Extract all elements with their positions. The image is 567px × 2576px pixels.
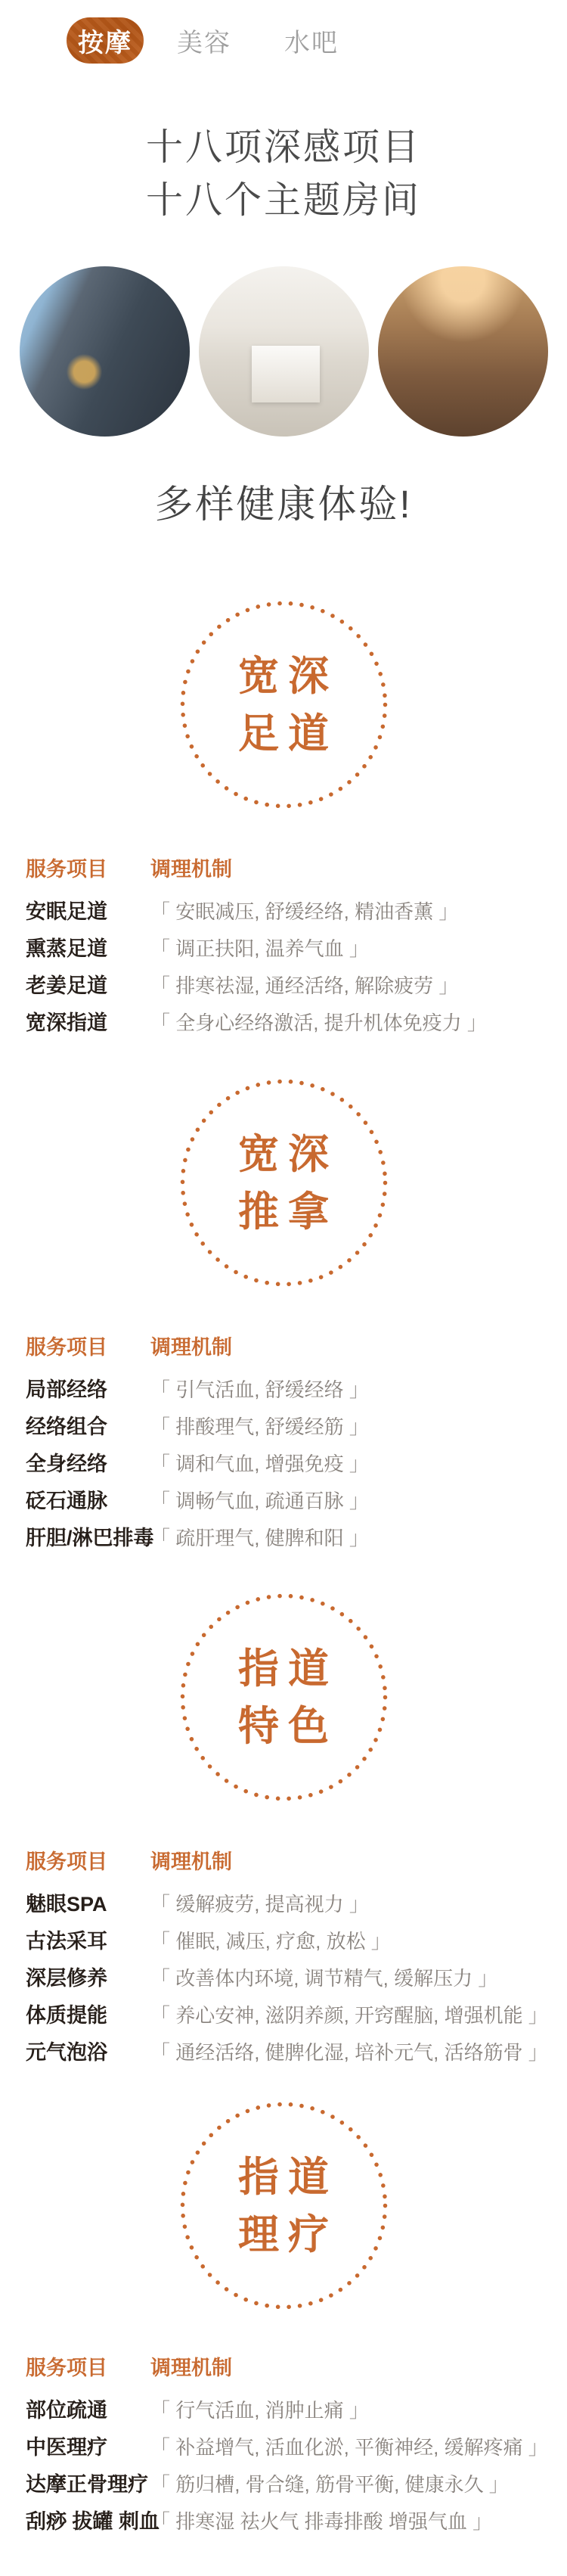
service-name: 局部经络	[26, 1378, 107, 1401]
badge-line2: 理疗	[238, 2211, 338, 2257]
photo-strip	[0, 266, 567, 437]
service-mechanism: 「 安眠减压, 舒缓经络, 精油香薰 」	[150, 900, 459, 923]
table-row	[26, 1488, 548, 1514]
badge-line1: 宽深	[238, 1131, 338, 1177]
service-mechanism: 「 疏肝理气, 健脾和阳 」	[150, 1527, 369, 1549]
service-mechanism: 「 养心安神, 滋阴养颜, 开窍醒脑, 增强机能 」	[150, 2004, 548, 2027]
badge-line1: 指道	[238, 1645, 338, 1692]
service-mechanism: 「 引气活血, 舒缓经络 」	[150, 1378, 369, 1401]
service-mechanism: 「 补益增气, 活血化淤, 平衡神经, 缓解疼痛 」	[150, 2436, 548, 2459]
service-name: 部位疏通	[26, 2399, 107, 2422]
col-service-header: 服务项目	[26, 2357, 107, 2379]
table-row	[26, 2397, 548, 2423]
service-name: 中医理疗	[26, 2436, 107, 2459]
service-mechanism: 「 通经活络, 健脾化湿, 培补元气, 活络筋骨 」	[150, 2041, 548, 2064]
table-row	[26, 1414, 548, 1440]
service-mechanism: 「 全身心经络激活, 提升机体免疫力 」	[150, 1011, 487, 1034]
tab-massage[interactable]: 按摩	[67, 17, 144, 64]
service-name: 肝胆/淋巴排毒	[26, 1527, 154, 1549]
table-row	[26, 899, 548, 924]
service-name: 体质提能	[26, 2004, 107, 2027]
service-name: 老姜足道	[26, 974, 107, 997]
service-mechanism: 「 行气活血, 消肿止痛 」	[150, 2399, 369, 2422]
table-row	[26, 1891, 548, 1917]
section-badge-special	[180, 1593, 388, 1801]
section-badge-therapy	[180, 2102, 388, 2310]
service-name: 魅眼SPA	[26, 1893, 107, 1916]
service-mechanism: 「 改善体内环境, 调节精气, 缓解压力 」	[150, 1967, 498, 1990]
table-row	[26, 2435, 548, 2460]
service-mechanism: 「 排寒祛湿, 通经活络, 解除疲劳 」	[150, 974, 459, 997]
service-name: 安眠足道	[26, 900, 107, 923]
badge-line2: 特色	[238, 1703, 338, 1749]
service-name: 元气泡浴	[26, 2041, 107, 2064]
service-name: 砭石通脉	[26, 1490, 107, 1512]
service-name: 全身经络	[26, 1453, 107, 1475]
table-header	[26, 1335, 548, 1360]
table-row	[26, 936, 548, 962]
col-mechanism-header: 调理机制	[150, 858, 232, 881]
service-mechanism: 「 催眠, 减压, 疗愈, 放松 」	[150, 1930, 391, 1953]
table-row	[26, 1525, 548, 1551]
hero-subtitle: 多样健康体验!	[154, 483, 413, 526]
hero-title-line2: 十八个主题房间	[145, 180, 421, 221]
col-mechanism-header: 调理机制	[150, 1336, 232, 1359]
service-mechanism: 「 调和气血, 增强免疫 」	[150, 1453, 369, 1475]
col-mechanism-header: 调理机制	[150, 1850, 232, 1873]
massage-room-photo	[378, 266, 548, 437]
table-header	[26, 1849, 548, 1875]
col-service-header: 服务项目	[26, 1336, 107, 1359]
table-row	[26, 973, 548, 999]
badge-label	[180, 1593, 388, 1801]
category-tabbar	[0, 0, 567, 64]
table-header	[26, 2355, 548, 2381]
service-name: 古法采耳	[26, 1930, 107, 1953]
table-row	[26, 1010, 548, 1036]
service-mechanism: 「 排酸理气, 舒缓经筋 」	[150, 1415, 369, 1438]
col-service-header: 服务项目	[26, 1850, 107, 1873]
badge-line1: 宽深	[238, 653, 338, 699]
table-row	[26, 2472, 548, 2497]
table-header	[26, 856, 548, 882]
exterior-photo	[20, 266, 190, 437]
service-mechanism: 「 调正扶阳, 温养气血 」	[150, 937, 369, 960]
service-table-therapy	[26, 2355, 548, 2534]
tab-drink-bar[interactable]: 水吧	[284, 29, 339, 57]
service-name: 深层修养	[26, 1967, 107, 1990]
service-name: 达摩正骨理疗	[26, 2473, 148, 2496]
service-mechanism: 「 缓解疲劳, 提高视力 」	[150, 1893, 369, 1916]
hero-title	[0, 121, 567, 227]
hero-title-line1: 十八项深感项目	[145, 127, 421, 168]
service-mechanism: 「 筋归槽, 骨合缝, 筋骨平衡, 健康永久 」	[150, 2473, 509, 2496]
table-row	[26, 1377, 548, 1403]
service-table-tuina	[26, 1335, 548, 1551]
service-mechanism: 「 排寒湿 祛火气 排毒排酸 增强气血 」	[150, 2510, 493, 2533]
badge-line2: 推拿	[238, 1189, 338, 1235]
table-row	[26, 2509, 548, 2534]
badge-label	[180, 1079, 388, 1287]
badge-line1: 指道	[238, 2154, 338, 2200]
table-row	[26, 2040, 548, 2065]
service-name: 熏蒸足道	[26, 937, 107, 960]
badge-label	[180, 601, 388, 809]
col-service-header: 服务项目	[26, 858, 107, 881]
col-mechanism-header: 调理机制	[150, 2357, 232, 2379]
table-row	[26, 1965, 548, 1991]
service-name: 刮痧 拔罐 刺血	[26, 2510, 160, 2533]
badge-label	[180, 2102, 388, 2310]
service-table-special	[26, 1849, 548, 2065]
service-name: 经络组合	[26, 1415, 107, 1438]
table-row	[26, 2003, 548, 2028]
lobby-photo	[199, 266, 369, 437]
tab-beauty[interactable]: 美容	[177, 29, 231, 57]
service-mechanism: 「 调畅气血, 疏通百脉 」	[150, 1490, 369, 1512]
badge-line2: 足道	[238, 710, 338, 757]
table-row	[26, 1928, 548, 1954]
section-badge-foot	[180, 601, 388, 809]
service-table-foot	[26, 856, 548, 1036]
section-badge-tuina	[180, 1079, 388, 1287]
table-row	[26, 1451, 548, 1477]
service-name: 宽深指道	[26, 1011, 107, 1034]
